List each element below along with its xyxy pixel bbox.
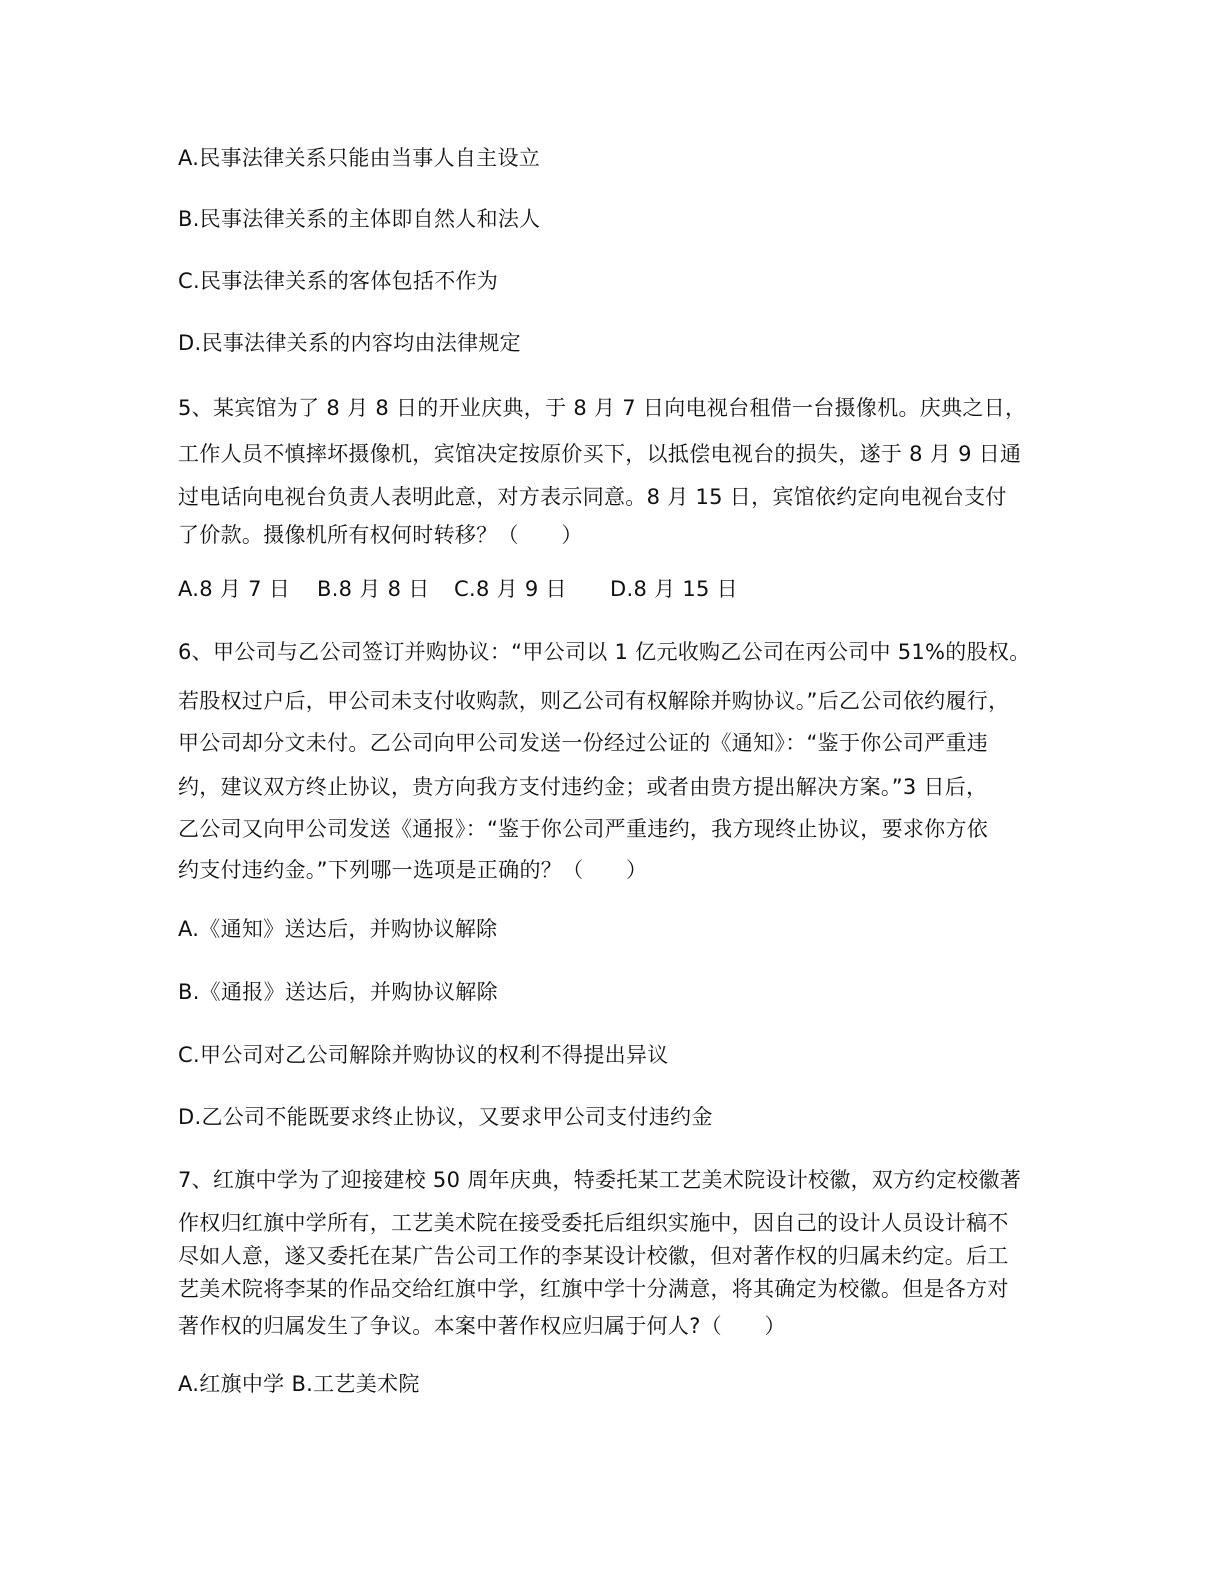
- q4-option-d: D.民事法律关系的内容均由法律规定: [178, 331, 521, 355]
- q6-line-3: 甲公司却分文未付。乙公司向甲公司发送一份经过公证的《通知》：“鉴于你公司严重违: [178, 731, 989, 755]
- q7-line-3: 尽如人意，遂又委托在某广告公司工作的李某设计校徽，但对著作权的归属未约定。后工: [178, 1244, 1009, 1268]
- q5-option-d: D.8 月 15 日: [610, 577, 738, 601]
- q6-option-c: C.甲公司对乙公司解除并购协议的权利不得提出异议: [178, 1043, 669, 1067]
- q5-option-c: C.8 月 9 日: [454, 577, 567, 601]
- q6-line-5: 乙公司又向甲公司发送《通报》：“鉴于你公司严重违约，我方现终止协议，要求你方依: [178, 817, 989, 841]
- q4-option-c: C.民事法律关系的客体包括不作为: [178, 269, 499, 293]
- q4-option-b: B.民事法律关系的主体即自然人和法人: [178, 207, 541, 231]
- q7-line-2: 作权归红旗中学所有，工艺美术院在接受委托后组织实施中，因自己的设计人员设计稿不: [178, 1211, 1009, 1235]
- q6-line-1: 6、甲公司与乙公司签订并购协议：“甲公司以 1 亿元收购乙公司在丙公司中 51%的股权。: [178, 640, 1031, 664]
- q7-line-4: 艺美术院将李某的作品交给红旗中学，红旗中学十分满意，将其确定为校徽。但是各方对: [178, 1277, 1009, 1301]
- q7-line-5: 著作权的归属发生了争议。本案中著作权应归属于何人?（ ）: [178, 1314, 786, 1338]
- q4-option-a: A.民事法律关系只能由当事人自主设立: [178, 146, 541, 170]
- q6-line-4: 约，建议双方终止协议，贵方向我方支付违约金；或者由贵方提出解决方案。”3 日后，: [178, 775, 988, 799]
- q6-option-b: B.《通报》送达后，并购协议解除: [178, 980, 498, 1004]
- q5-line-2: 工作人员不慎摔坏摄像机，宾馆决定按原价买下，以抵偿电视台的损失，遂于 8 月 9 日通: [178, 442, 1022, 466]
- q5-option-a: A.8 月 7 日: [178, 577, 291, 601]
- q5-option-b: B.8 月 8 日: [317, 577, 430, 601]
- q7-line-1: 7、红旗中学为了迎接建校 50 周年庆典，特委托某工艺美术院设计校徽，双方约定校徽著: [178, 1168, 1022, 1192]
- q6-line-2: 若股权过户后，甲公司未支付收购款，则乙公司有权解除并购协议。”后乙公司依约履行，: [178, 689, 1010, 713]
- q5-line-1: 5、某宾馆为了 8 月 8 日的开业庆典，于 8 月 7 日向电视台租借一台摄像机。庆典之日，: [178, 396, 1027, 420]
- q5-line-4: 了价款。摄像机所有权何时转移？（ ）: [178, 523, 583, 547]
- q6-option-d: D.乙公司不能既要求终止协议，又要求甲公司支付违约金: [178, 1105, 713, 1129]
- q6-line-6: 约支付违约金。”下列哪一选项是正确的？（ ）: [178, 858, 648, 882]
- q6-option-a: A.《通知》送达后，并购协议解除: [178, 917, 498, 941]
- q7-options: A.红旗中学 B.工艺美术院: [178, 1372, 420, 1396]
- q5-line-3: 过电话向电视台负责人表明此意，对方表示同意。8 月 15 日，宾馆依约定向电视台支付: [178, 485, 1007, 509]
